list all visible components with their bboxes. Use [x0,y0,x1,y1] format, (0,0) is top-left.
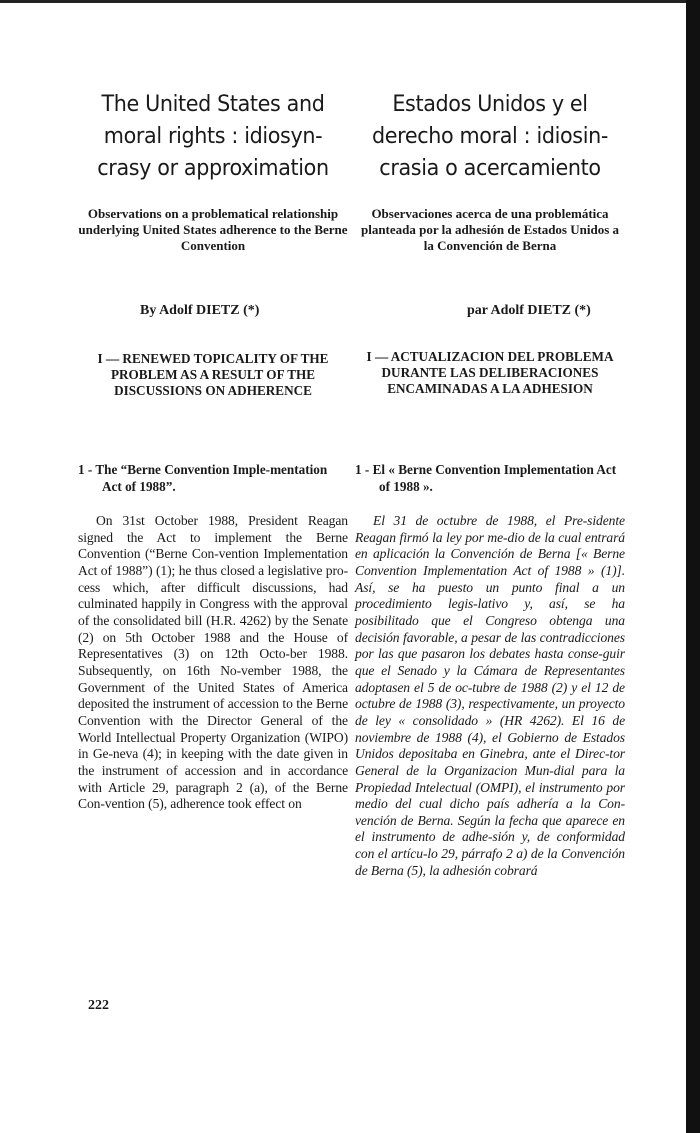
page-edge-shadow [686,0,700,1133]
spanish-author: par Adolf DIETZ (*) [467,303,591,318]
english-body-text: On 31st October 1988, President Reagan signed the Act to implement the Berne Convention (“Berne Con-vention Implementation Act of 1988”) (1); he thus closed a legislative pro-cess which, after difficult discussions, had culminated happily in Congress with the approval of the consolidated bill (H.R. 4262) by the Senate (2) on 5th October 1988 and the House of Representatives (3) on 12th Octo-ber 1988. Subsequently, on 16th No-vember 1988, the Government of the United States of America deposited the instrument of accession to the Berne Convention with the Director General of the World Intellectual Property Organization (WIPO) in Ge-neva (4); in keeping with the date given in the instrument of accession and in accordance with Article 29, paragraph 2 (a), of the Berne Con-vention (5), adherence took effect on [78,513,348,812]
english-item-heading: 1 - The “Berne Convention Imple-mentation Act of 1988”. [78,462,328,494]
spanish-subtitle: Observaciones acerca de una problemática planteada por la adhesión de Estados Unidos a la Convención de Berna [360,206,620,253]
english-author: By Adolf DIETZ (*) [140,303,260,318]
english-title: The United States and moral rights : idiosyn-crasy or approximation [97,91,329,181]
top-rule [0,0,700,3]
spanish-section-heading: I — ACTUALIZACION DEL PROBLEMA DURANTE LAS DELIBERACIONES ENCAMINADAS A LA ADHESION [366,349,614,396]
english-subtitle: Observations on a problematical relationship underlying United States adherence to the Berne Convention [78,206,348,253]
spanish-body-text: El 31 de octubre de 1988, el Pre-sidente Reagan firmó la ley por me-dio de la cual entrará en aplicación la Convención de Berna [« Berne Convention Implementation Act of 1988 » (1)]. Así, se ha puesto un punto final a un procedimiento legis-lativo y, así, se ha posibilitado que el Congreso obtenga una decisión favorable, a pesar de las contradicciones por las que pasaron los debates hasta conse-guir que el Senado y la Cámara de Representantes adoptasen el 5 de oc-tubre de 1988 (2) y el 12 de octubre de 1988 (3), respectivamente, un proyecto de ley « consolidado » (HR 4262). El 16 de noviembre de 1988 (4), el Gobierno de Estados Unidos depositaba en Ginebra, ante el Direc-tor General de la Organizacion Mun-dial para la Propiedad Intelectual (OMPI), el instrumento por medio del cual dicho país adhería a la Con-vención de Berna. Según la fecha que aparece en el instrumento de adhe-sión y, de conformidad con el artícu-lo 29, párrafo 2 a) de la Convención de Berna (5), la adhesión cobrará [355,513,625,878]
spanish-title: Estados Unidos y el derecho moral : idiosin-crasia o acercamiento [372,91,608,181]
english-section-heading: I — RENEWED TOPICALITY OF THE PROBLEM AS A RESULT OF THE DISCUSSIONS ON ADHERENCE [97,351,329,398]
spanish-item-heading: 1 - El « Berne Convention Implementation Act of 1988 ». [355,462,617,494]
page-number: 222 [88,998,109,1013]
